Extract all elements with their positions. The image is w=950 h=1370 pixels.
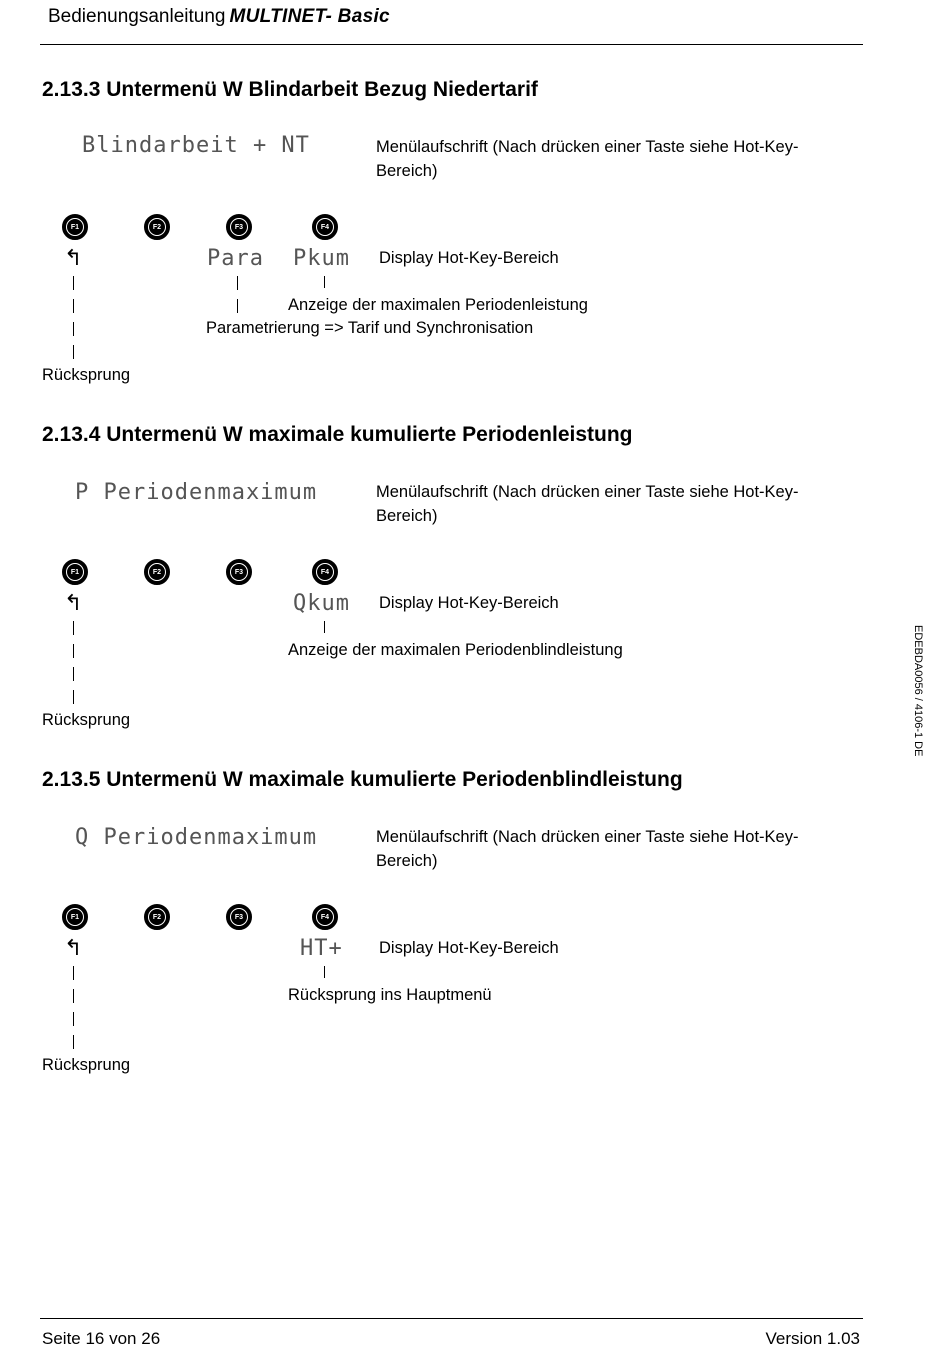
f3-key-icon[interactable]: F3: [226, 559, 252, 585]
section-title: 2.13.3 Untermenü W Blindarbeit Bezug Niedertarif: [42, 78, 538, 101]
f4-key-icon[interactable]: F4: [312, 559, 338, 585]
section-blindarbeit-nt: [0, 0, 950, 384]
return-label: Rücksprung: [42, 711, 131, 729]
menu-description: Menülaufschrift (Nach drücken einer Taste siehe Hot-Key-Bereich): [376, 138, 799, 180]
page-number: Seite 16 von 26: [42, 1329, 161, 1348]
lcd-display-text: P Periodenmaximum: [75, 480, 318, 505]
f1-key-icon[interactable]: F1: [62, 214, 88, 240]
return-arrow-icon: ↰: [64, 936, 83, 961]
hotkey-area-label: Display Hot-Key-Bereich: [379, 939, 559, 957]
section-title: 2.13.5 Untermenü W maximale kumulierte Periodenblindleistung: [42, 768, 683, 791]
f3-note: Parametrierung => Tarif und Synchronisation: [206, 319, 534, 337]
f4-key-icon[interactable]: F4: [312, 904, 338, 930]
connector-line: [237, 276, 238, 290]
hotkey-area-label: Display Hot-Key-Bereich: [379, 594, 559, 612]
connector-line: [73, 1012, 74, 1026]
menu-description: Menülaufschrift (Nach drücken einer Taste siehe Hot-Key-Bereich): [376, 828, 799, 870]
hotkey-area-label: Display Hot-Key-Bereich: [379, 249, 559, 267]
section-title: 2.13.4 Untermenü W maximale kumulierte Periodenleistung: [42, 423, 633, 446]
lcd-display-text: Blindarbeit + NT: [82, 133, 310, 158]
connector-line: [324, 966, 325, 978]
footer-rule: [40, 1318, 863, 1319]
header-prefix: Bedienungsanleitung: [48, 6, 226, 27]
menu-description: Menülaufschrift (Nach drücken einer Taste siehe Hot-Key-Bereich): [376, 483, 799, 525]
f4-note: Anzeige der maximalen Periodenleistung: [288, 296, 588, 314]
f1-key-icon[interactable]: F1: [62, 559, 88, 585]
f4-hotkey-label: HT+: [300, 936, 343, 961]
connector-line: [237, 299, 238, 313]
f2-key-icon[interactable]: F2: [144, 214, 170, 240]
return-arrow-icon: ↰: [64, 246, 83, 271]
return-label: Rücksprung: [42, 1056, 131, 1074]
connector-line: [73, 299, 74, 313]
f4-note: Rücksprung ins Hauptmenü: [288, 986, 492, 1004]
connector-line: [324, 276, 325, 288]
f2-key-icon[interactable]: F2: [144, 559, 170, 585]
section-q-periodenmaximum: [0, 690, 950, 1074]
f4-hotkey-label: Pkum: [293, 246, 350, 271]
return-arrow-icon: ↰: [64, 591, 83, 616]
connector-line: [73, 1035, 74, 1049]
connector-line: [324, 621, 325, 633]
document-code: EDEBDA0056 / 4106-1 DE: [912, 625, 924, 757]
f3-hotkey-label: Para: [207, 246, 264, 271]
connector-line: [73, 276, 74, 290]
f3-key-icon[interactable]: F3: [226, 904, 252, 930]
f1-key-icon[interactable]: F1: [62, 904, 88, 930]
connector-line: [73, 322, 74, 336]
f3-key-icon[interactable]: F3: [226, 214, 252, 240]
header-brand: MULTINET- Basic: [229, 6, 390, 27]
connector-line: [73, 644, 74, 658]
f2-key-icon[interactable]: F2: [144, 904, 170, 930]
version-label: Version 1.03: [765, 1329, 860, 1348]
f4-key-icon[interactable]: F4: [312, 214, 338, 240]
f4-hotkey-label: Qkum: [293, 591, 350, 616]
connector-line: [73, 989, 74, 1003]
connector-line: [73, 667, 74, 681]
lcd-display-text: Q Periodenmaximum: [75, 825, 318, 850]
return-label: Rücksprung: [42, 366, 131, 384]
connector-line: [73, 966, 74, 980]
connector-line: [73, 621, 74, 635]
f4-note: Anzeige der maximalen Periodenblindleistung: [288, 641, 623, 659]
section-p-periodenmaximum: [0, 345, 950, 729]
